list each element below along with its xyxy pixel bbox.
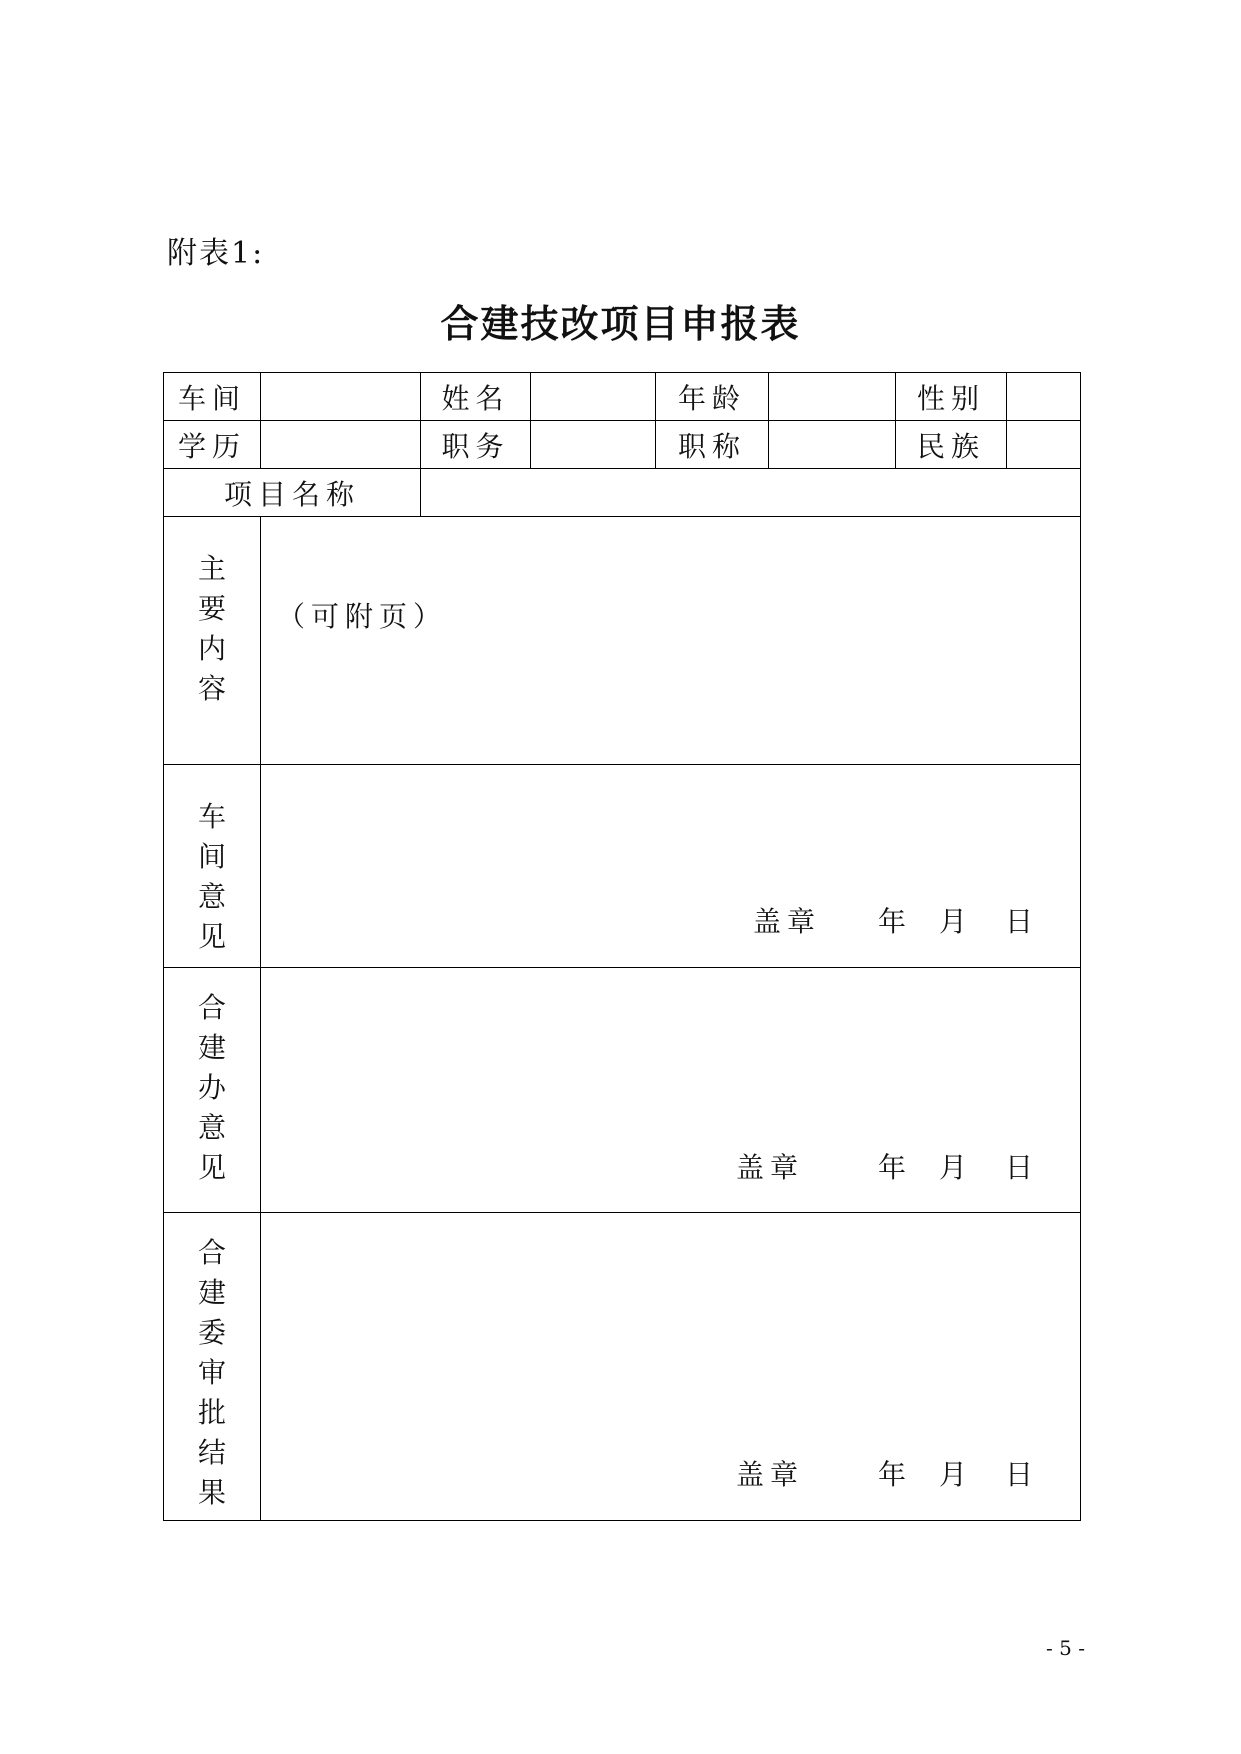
- name-label: 姓名: [421, 373, 531, 421]
- month-label: 月: [939, 1458, 974, 1491]
- main-content-row: [164, 517, 1081, 765]
- seal-label: 盖章: [736, 1151, 805, 1184]
- office-opinion-label: 合建办意见: [164, 968, 261, 1213]
- basic-info-row-1: [164, 373, 1081, 421]
- committee-result-field[interactable]: [261, 1213, 1081, 1521]
- office-opinion-field[interactable]: [261, 968, 1081, 1213]
- year-label: 年: [878, 1458, 913, 1491]
- position-field[interactable]: [531, 421, 656, 469]
- attachment-label: 附表1:: [167, 236, 265, 271]
- workshop-label: 车间: [164, 373, 261, 421]
- document-title: 合建技改项目申报表: [440, 301, 801, 346]
- name-field[interactable]: [531, 373, 656, 421]
- project-name-label: 项目名称: [164, 469, 421, 517]
- attachment-note: （可附页）: [277, 600, 448, 633]
- project-name-field[interactable]: [421, 469, 1081, 517]
- age-label: 年龄: [656, 373, 769, 421]
- project-name-row: [164, 469, 1081, 517]
- title-field[interactable]: [769, 421, 896, 469]
- main-content-label: 主要内容: [164, 517, 261, 765]
- year-label: 年: [878, 1151, 913, 1184]
- ethnicity-field[interactable]: [1007, 421, 1081, 469]
- age-field[interactable]: [769, 373, 896, 421]
- committee-result-row: [164, 1213, 1081, 1521]
- education-field[interactable]: [261, 421, 421, 469]
- gender-label: 性别: [896, 373, 1007, 421]
- basic-info-row-2: [164, 421, 1081, 469]
- month-label: 月: [939, 905, 974, 938]
- workshop-opinion-label: 车间意见: [164, 765, 261, 968]
- page-number: - 5 -: [1046, 1636, 1085, 1660]
- day-label: 日: [1005, 1151, 1040, 1184]
- seal-label: 盖章: [753, 905, 822, 938]
- education-label: 学历: [164, 421, 261, 469]
- seal-label: 盖章: [736, 1458, 805, 1491]
- day-label: 日: [1005, 905, 1040, 938]
- workshop-opinion-field[interactable]: [261, 765, 1081, 968]
- position-label: 职务: [421, 421, 531, 469]
- month-label: 月: [939, 1151, 974, 1184]
- ethnicity-label: 民族: [896, 421, 1007, 469]
- main-content-field[interactable]: [261, 517, 1081, 765]
- application-form-table: [163, 372, 1081, 1521]
- gender-field[interactable]: [1007, 373, 1081, 421]
- day-label: 日: [1005, 1458, 1040, 1491]
- workshop-opinion-row: [164, 765, 1081, 968]
- office-opinion-row: [164, 968, 1081, 1213]
- workshop-field[interactable]: [261, 373, 421, 421]
- title-label: 职称: [656, 421, 769, 469]
- committee-result-label: 合建委审批结果: [164, 1213, 261, 1521]
- year-label: 年: [878, 905, 913, 938]
